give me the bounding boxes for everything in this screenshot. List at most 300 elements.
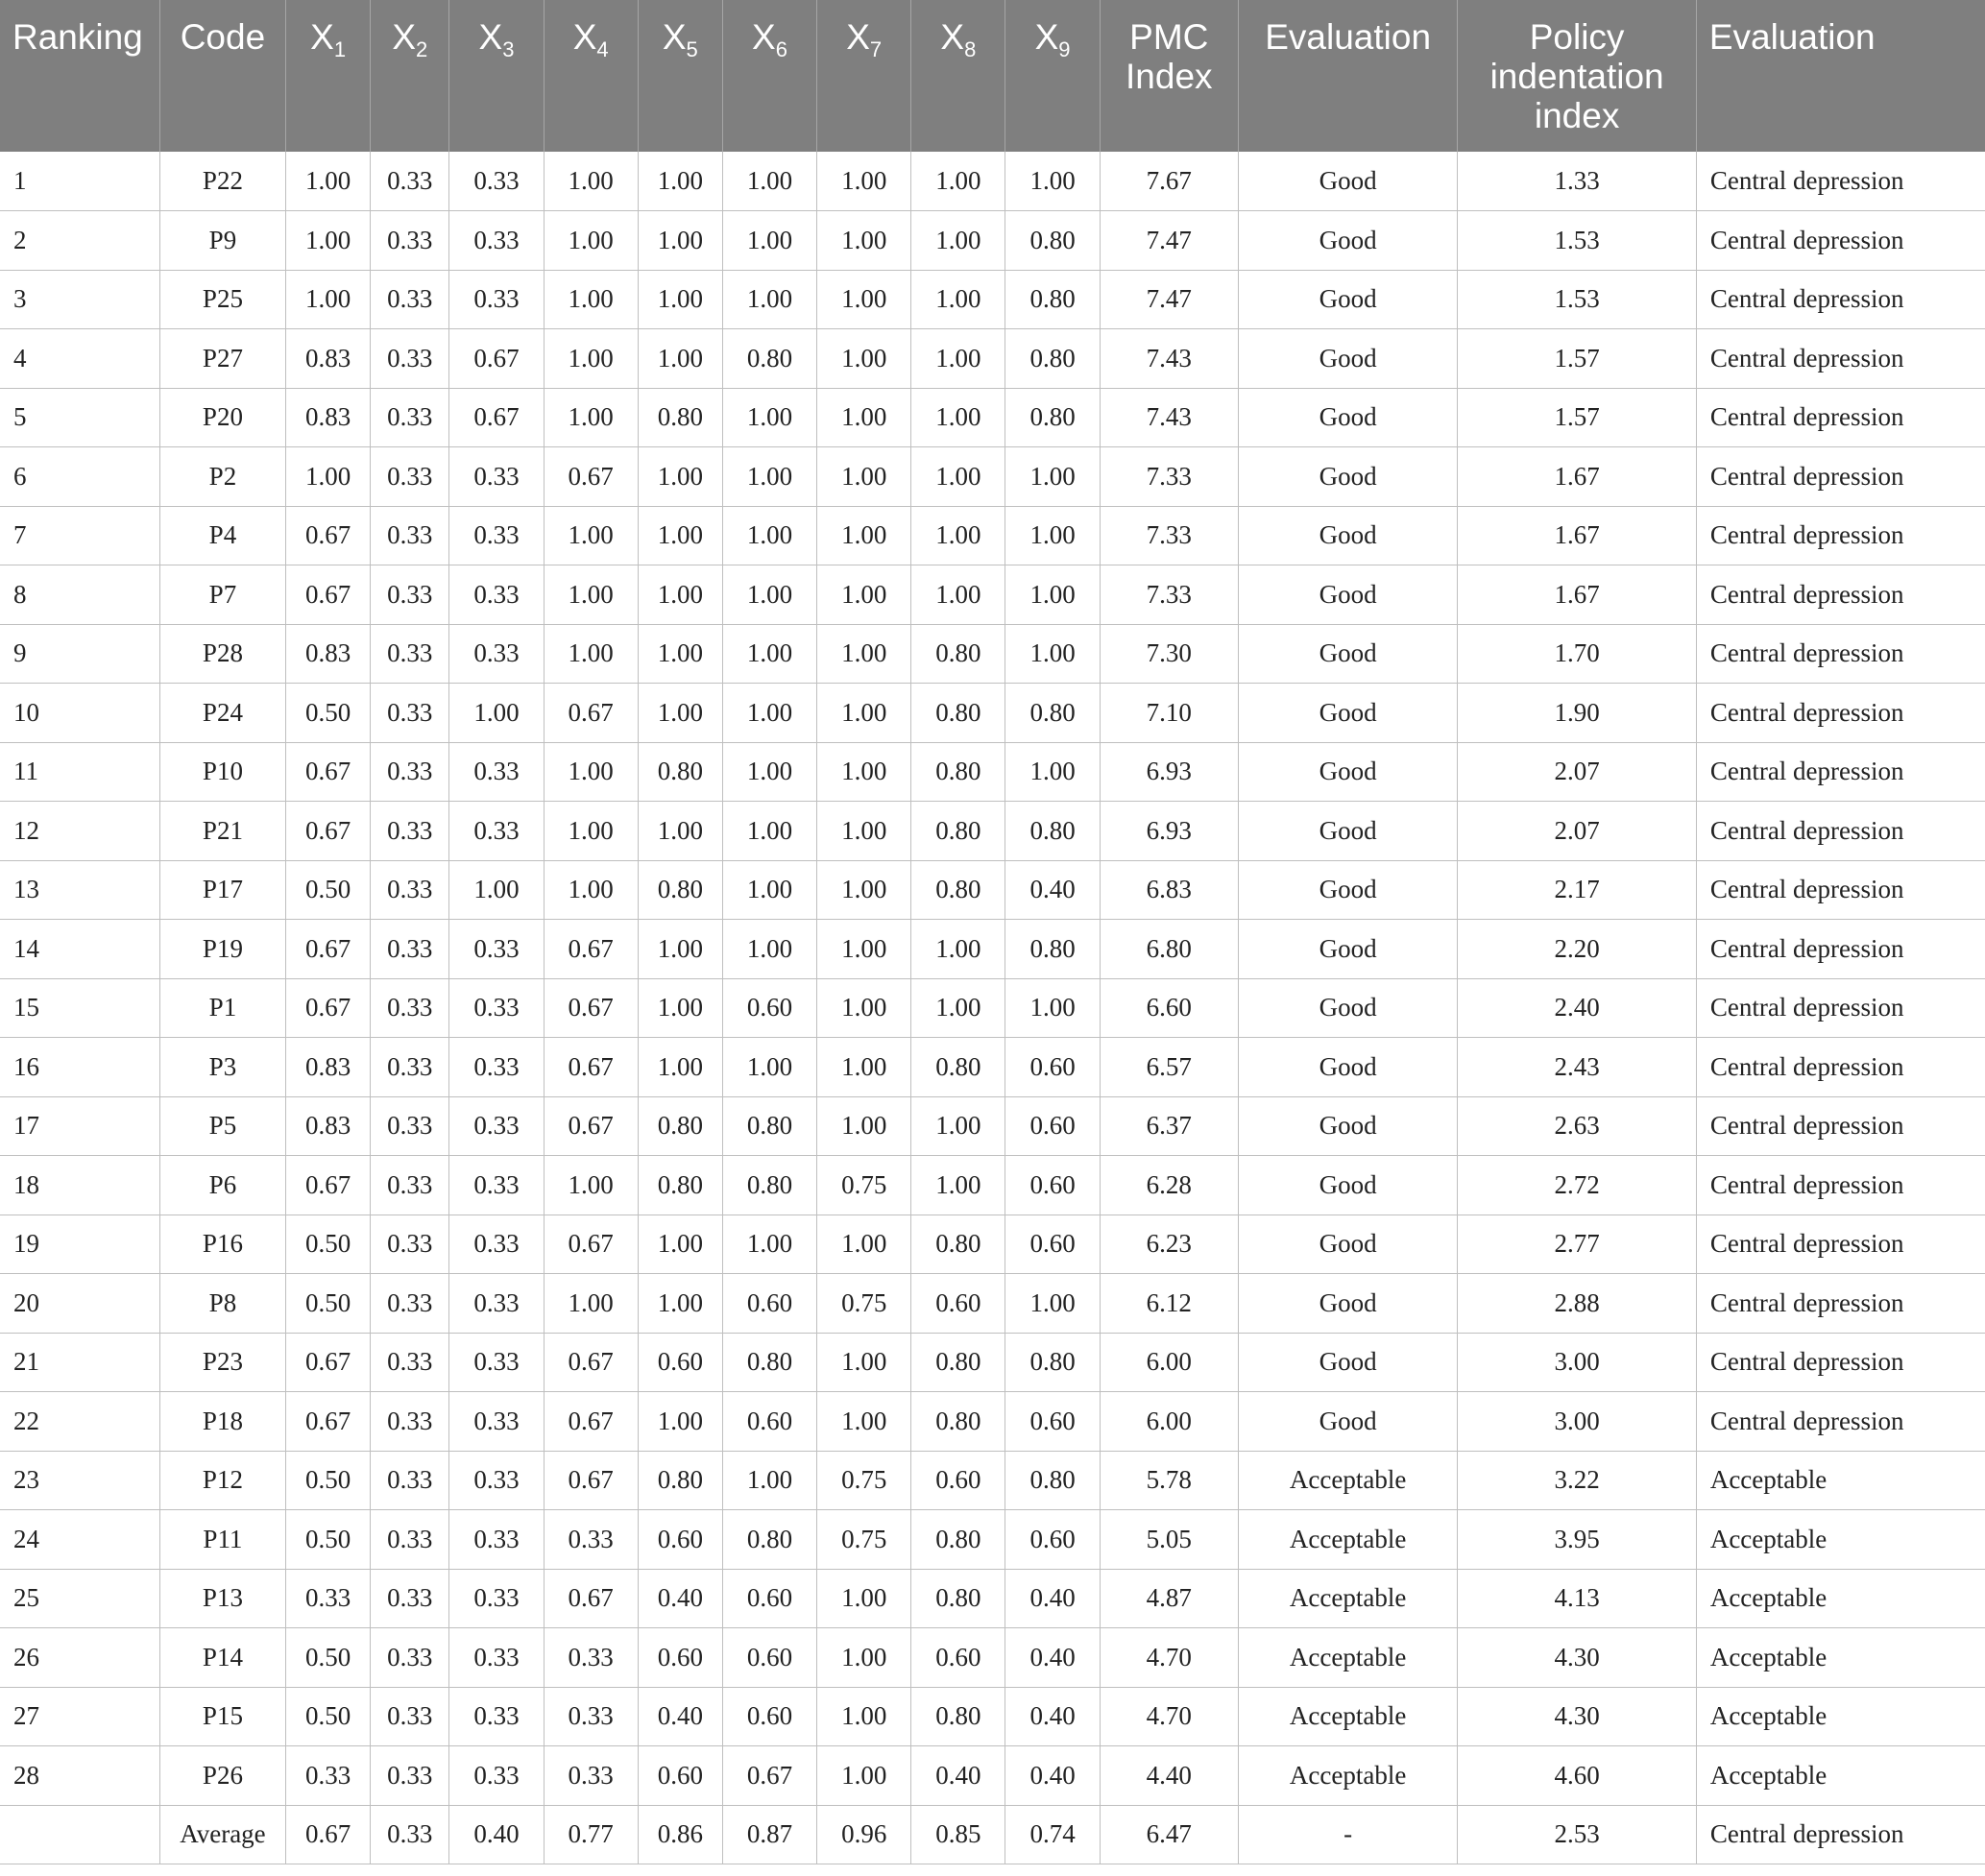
cell-code: P22 xyxy=(159,152,285,211)
cell-policy-indentation-index: 2.72 xyxy=(1458,1156,1696,1215)
cell-x7: 1.00 xyxy=(817,1746,911,1806)
cell-x9: 0.80 xyxy=(1005,329,1100,389)
cell-pmc-index: 6.00 xyxy=(1100,1392,1238,1452)
cell-x8: 0.80 xyxy=(911,1392,1005,1452)
cell-evaluation: Good xyxy=(1238,624,1457,684)
cell-evaluation-2: Acceptable xyxy=(1696,1569,1985,1628)
cell-evaluation-2: Central depression xyxy=(1696,329,1985,389)
cell-ranking xyxy=(0,1805,159,1864)
cell-x3: 0.33 xyxy=(449,506,544,565)
cell-x8: 0.85 xyxy=(911,1805,1005,1864)
cell-evaluation-2: Acceptable xyxy=(1696,1628,1985,1688)
cell-x8: 1.00 xyxy=(911,920,1005,979)
cell-x5: 0.40 xyxy=(638,1687,722,1746)
table-row xyxy=(0,624,1985,684)
cell-x7: 0.75 xyxy=(817,1156,911,1215)
cell-x4: 1.00 xyxy=(544,211,638,271)
cell-pmc-index: 4.87 xyxy=(1100,1569,1238,1628)
cell-ranking: 11 xyxy=(0,742,159,802)
header-x-sub: 6 xyxy=(775,37,787,61)
cell-ranking: 16 xyxy=(0,1038,159,1097)
table-row xyxy=(0,978,1985,1038)
table-row xyxy=(0,329,1985,389)
cell-evaluation: Acceptable xyxy=(1238,1510,1457,1570)
cell-x8: 0.80 xyxy=(911,1510,1005,1570)
cell-x7: 1.00 xyxy=(817,802,911,861)
cell-x7: 1.00 xyxy=(817,1096,911,1156)
cell-x9: 0.60 xyxy=(1005,1215,1100,1274)
cell-x5: 1.00 xyxy=(638,270,722,329)
cell-x7: 0.96 xyxy=(817,1805,911,1864)
cell-x5: 0.80 xyxy=(638,1451,722,1510)
cell-x2: 0.33 xyxy=(371,1215,449,1274)
cell-x5: 1.00 xyxy=(638,447,722,507)
cell-evaluation: Acceptable xyxy=(1238,1746,1457,1806)
cell-x9: 0.80 xyxy=(1005,684,1100,743)
cell-x5: 1.00 xyxy=(638,624,722,684)
cell-x6: 1.00 xyxy=(722,447,816,507)
cell-evaluation-2: Central depression xyxy=(1696,920,1985,979)
header-pmc-line2: Index xyxy=(1126,57,1213,96)
cell-x2: 0.33 xyxy=(371,152,449,211)
cell-x9: 0.60 xyxy=(1005,1392,1100,1452)
cell-x2: 0.33 xyxy=(371,1274,449,1334)
header-x2 xyxy=(371,0,449,152)
cell-x2: 0.33 xyxy=(371,565,449,625)
cell-x7: 1.00 xyxy=(817,506,911,565)
table-row xyxy=(0,860,1985,920)
cell-x5: 1.00 xyxy=(638,565,722,625)
table-row xyxy=(0,1451,1985,1510)
header-x-letter: X xyxy=(662,17,687,57)
table-row xyxy=(0,684,1985,743)
cell-policy-indentation-index: 3.00 xyxy=(1458,1392,1696,1452)
cell-evaluation-2: Central depression xyxy=(1696,506,1985,565)
cell-evaluation: Good xyxy=(1238,802,1457,861)
cell-x4: 0.33 xyxy=(544,1746,638,1806)
cell-x9: 0.60 xyxy=(1005,1038,1100,1097)
cell-policy-indentation-index: 1.70 xyxy=(1458,624,1696,684)
cell-policy-indentation-index: 1.90 xyxy=(1458,684,1696,743)
cell-code: P13 xyxy=(159,1569,285,1628)
cell-policy-indentation-index: 1.67 xyxy=(1458,447,1696,507)
cell-x7: 1.00 xyxy=(817,920,911,979)
cell-x1: 0.67 xyxy=(286,1156,371,1215)
cell-code: P26 xyxy=(159,1746,285,1806)
cell-policy-indentation-index: 2.88 xyxy=(1458,1274,1696,1334)
cell-pmc-index: 7.47 xyxy=(1100,211,1238,271)
header-x-sub: 8 xyxy=(964,37,977,61)
cell-policy-indentation-index: 2.07 xyxy=(1458,802,1696,861)
header-x-letter: X xyxy=(1034,17,1059,57)
cell-x5: 1.00 xyxy=(638,329,722,389)
table-row xyxy=(0,1687,1985,1746)
header-x-letter: X xyxy=(752,17,776,57)
cell-pmc-index: 6.93 xyxy=(1100,802,1238,861)
cell-x7: 1.00 xyxy=(817,1215,911,1274)
cell-code: P10 xyxy=(159,742,285,802)
cell-pmc-index: 7.33 xyxy=(1100,565,1238,625)
cell-pmc-index: 6.93 xyxy=(1100,742,1238,802)
cell-x4: 0.33 xyxy=(544,1628,638,1688)
header-pmc-line1: PMC xyxy=(1129,17,1209,57)
cell-pmc-index: 7.33 xyxy=(1100,447,1238,507)
cell-x4: 1.00 xyxy=(544,1274,638,1334)
table-row xyxy=(0,270,1985,329)
cell-x8: 1.00 xyxy=(911,1096,1005,1156)
cell-evaluation-2: Central depression xyxy=(1696,565,1985,625)
cell-x6: 1.00 xyxy=(722,565,816,625)
cell-code: P4 xyxy=(159,506,285,565)
cell-x2: 0.33 xyxy=(371,1805,449,1864)
table-row xyxy=(0,211,1985,271)
cell-evaluation: Good xyxy=(1238,506,1457,565)
cell-x8: 0.60 xyxy=(911,1628,1005,1688)
header-x-letter: X xyxy=(310,17,334,57)
cell-evaluation: Good xyxy=(1238,1333,1457,1392)
cell-evaluation-2: Central depression xyxy=(1696,1096,1985,1156)
cell-x1: 0.83 xyxy=(286,1096,371,1156)
cell-x4: 0.67 xyxy=(544,1333,638,1392)
cell-ranking: 9 xyxy=(0,624,159,684)
cell-x5: 1.00 xyxy=(638,1215,722,1274)
cell-x6: 1.00 xyxy=(722,1038,816,1097)
cell-evaluation: Good xyxy=(1238,1096,1457,1156)
cell-code: P8 xyxy=(159,1274,285,1334)
header-evaluation: Evaluation xyxy=(1238,0,1457,152)
table-row xyxy=(0,565,1985,625)
cell-x6: 1.00 xyxy=(722,742,816,802)
cell-x9: 0.40 xyxy=(1005,1569,1100,1628)
cell-x3: 0.33 xyxy=(449,152,544,211)
header-x-letter: X xyxy=(846,17,870,57)
table-row xyxy=(0,1628,1985,1688)
header-x-sub: 1 xyxy=(333,37,347,61)
cell-x6: 0.60 xyxy=(722,1274,816,1334)
cell-x7: 1.00 xyxy=(817,447,911,507)
cell-x6: 0.67 xyxy=(722,1746,816,1806)
cell-ranking: 25 xyxy=(0,1569,159,1628)
cell-x2: 0.33 xyxy=(371,684,449,743)
cell-x8: 0.80 xyxy=(911,742,1005,802)
header-pii-line3: index xyxy=(1534,96,1620,135)
table-row xyxy=(0,1156,1985,1215)
cell-code: P27 xyxy=(159,329,285,389)
cell-evaluation: Good xyxy=(1238,152,1457,211)
cell-x5: 1.00 xyxy=(638,1038,722,1097)
cell-ranking: 14 xyxy=(0,920,159,979)
cell-x6: 1.00 xyxy=(722,920,816,979)
cell-x4: 0.67 xyxy=(544,447,638,507)
table-row xyxy=(0,1038,1985,1097)
cell-x5: 0.60 xyxy=(638,1333,722,1392)
table-row xyxy=(0,1274,1985,1334)
cell-x2: 0.33 xyxy=(371,1451,449,1510)
cell-x2: 0.33 xyxy=(371,211,449,271)
cell-code: P5 xyxy=(159,1096,285,1156)
cell-x1: 0.33 xyxy=(286,1746,371,1806)
cell-evaluation-2: Central depression xyxy=(1696,1156,1985,1215)
cell-pmc-index: 7.33 xyxy=(1100,506,1238,565)
cell-x5: 1.00 xyxy=(638,978,722,1038)
cell-ranking: 7 xyxy=(0,506,159,565)
cell-ranking: 10 xyxy=(0,684,159,743)
header-x-letter: X xyxy=(940,17,965,57)
cell-x8: 0.60 xyxy=(911,1451,1005,1510)
cell-x6: 0.87 xyxy=(722,1805,816,1864)
cell-evaluation-2: Central depression xyxy=(1696,388,1985,447)
cell-x4: 1.00 xyxy=(544,860,638,920)
cell-x9: 0.60 xyxy=(1005,1156,1100,1215)
cell-x3: 0.33 xyxy=(449,1746,544,1806)
cell-policy-indentation-index: 1.33 xyxy=(1458,152,1696,211)
cell-code: P19 xyxy=(159,920,285,979)
cell-evaluation: Good xyxy=(1238,447,1457,507)
header-x-letter: X xyxy=(478,17,503,57)
cell-code: P2 xyxy=(159,447,285,507)
header-x-sub: 2 xyxy=(416,37,428,61)
cell-x3: 0.33 xyxy=(449,1038,544,1097)
cell-x7: 1.00 xyxy=(817,1628,911,1688)
cell-x5: 0.80 xyxy=(638,860,722,920)
cell-x2: 0.33 xyxy=(371,1333,449,1392)
cell-ranking: 26 xyxy=(0,1628,159,1688)
cell-x6: 1.00 xyxy=(722,388,816,447)
cell-x2: 0.33 xyxy=(371,860,449,920)
cell-x6: 1.00 xyxy=(722,152,816,211)
cell-x3: 0.33 xyxy=(449,270,544,329)
cell-ranking: 19 xyxy=(0,1215,159,1274)
cell-code: P21 xyxy=(159,802,285,861)
cell-evaluation-2: Acceptable xyxy=(1696,1746,1985,1806)
cell-x1: 1.00 xyxy=(286,447,371,507)
cell-x6: 0.80 xyxy=(722,1333,816,1392)
table-row xyxy=(0,152,1985,211)
cell-ranking: 2 xyxy=(0,211,159,271)
cell-x3: 0.33 xyxy=(449,1569,544,1628)
cell-code: P11 xyxy=(159,1510,285,1570)
cell-evaluation-2: Central depression xyxy=(1696,1333,1985,1392)
cell-x3: 0.33 xyxy=(449,1156,544,1215)
cell-x7: 0.75 xyxy=(817,1274,911,1334)
cell-x2: 0.33 xyxy=(371,802,449,861)
cell-x3: 0.33 xyxy=(449,1687,544,1746)
cell-x6: 1.00 xyxy=(722,624,816,684)
table-row xyxy=(0,1333,1985,1392)
cell-x5: 1.00 xyxy=(638,506,722,565)
cell-pmc-index: 7.30 xyxy=(1100,624,1238,684)
cell-x8: 1.00 xyxy=(911,270,1005,329)
cell-x2: 0.33 xyxy=(371,1569,449,1628)
cell-x1: 0.50 xyxy=(286,1274,371,1334)
cell-code: P3 xyxy=(159,1038,285,1097)
table-row xyxy=(0,1096,1985,1156)
cell-x6: 1.00 xyxy=(722,802,816,861)
cell-policy-indentation-index: 1.57 xyxy=(1458,388,1696,447)
cell-evaluation: Good xyxy=(1238,565,1457,625)
cell-x7: 1.00 xyxy=(817,211,911,271)
cell-x9: 0.80 xyxy=(1005,802,1100,861)
cell-pmc-index: 7.47 xyxy=(1100,270,1238,329)
cell-x7: 0.75 xyxy=(817,1451,911,1510)
cell-x8: 0.80 xyxy=(911,1038,1005,1097)
cell-policy-indentation-index: 2.40 xyxy=(1458,978,1696,1038)
cell-ranking: 6 xyxy=(0,447,159,507)
cell-evaluation: Good xyxy=(1238,329,1457,389)
cell-x4: 1.00 xyxy=(544,624,638,684)
cell-x9: 1.00 xyxy=(1005,565,1100,625)
cell-x1: 0.50 xyxy=(286,1628,371,1688)
cell-x2: 0.33 xyxy=(371,1038,449,1097)
header-x-sub: 4 xyxy=(596,37,609,61)
cell-x2: 0.33 xyxy=(371,920,449,979)
cell-x3: 0.33 xyxy=(449,624,544,684)
header-x-sub: 9 xyxy=(1058,37,1071,61)
cell-policy-indentation-index: 2.77 xyxy=(1458,1215,1696,1274)
table-row xyxy=(0,1569,1985,1628)
cell-evaluation-2: Central depression xyxy=(1696,1274,1985,1334)
cell-x4: 0.67 xyxy=(544,1569,638,1628)
cell-x1: 0.67 xyxy=(286,1392,371,1452)
cell-x1: 1.00 xyxy=(286,152,371,211)
cell-policy-indentation-index: 1.67 xyxy=(1458,506,1696,565)
cell-x7: 1.00 xyxy=(817,978,911,1038)
cell-evaluation-2: Central depression xyxy=(1696,270,1985,329)
cell-x9: 1.00 xyxy=(1005,506,1100,565)
cell-x2: 0.33 xyxy=(371,742,449,802)
cell-x2: 0.33 xyxy=(371,624,449,684)
cell-ranking: 28 xyxy=(0,1746,159,1806)
cell-ranking: 5 xyxy=(0,388,159,447)
cell-evaluation: Good xyxy=(1238,978,1457,1038)
cell-x1: 0.67 xyxy=(286,920,371,979)
cell-policy-indentation-index: 4.30 xyxy=(1458,1628,1696,1688)
cell-x9: 0.80 xyxy=(1005,270,1100,329)
cell-x5: 0.60 xyxy=(638,1746,722,1806)
cell-code: P15 xyxy=(159,1687,285,1746)
cell-x5: 1.00 xyxy=(638,211,722,271)
header-pii-line2: indentation xyxy=(1489,57,1664,96)
header-x-sub: 7 xyxy=(869,37,883,61)
cell-x3: 0.33 xyxy=(449,565,544,625)
cell-code: P24 xyxy=(159,684,285,743)
cell-evaluation-2: Central depression xyxy=(1696,211,1985,271)
cell-evaluation-2: Central depression xyxy=(1696,802,1985,861)
cell-x4: 0.67 xyxy=(544,978,638,1038)
cell-x9: 0.40 xyxy=(1005,1628,1100,1688)
cell-policy-indentation-index: 1.53 xyxy=(1458,211,1696,271)
cell-x9: 0.80 xyxy=(1005,388,1100,447)
cell-x7: 1.00 xyxy=(817,860,911,920)
header-x-sub: 3 xyxy=(502,37,515,61)
cell-policy-indentation-index: 4.30 xyxy=(1458,1687,1696,1746)
cell-x9: 1.00 xyxy=(1005,1274,1100,1334)
cell-x4: 1.00 xyxy=(544,388,638,447)
cell-x3: 0.40 xyxy=(449,1805,544,1864)
cell-pmc-index: 5.05 xyxy=(1100,1510,1238,1570)
cell-evaluation: - xyxy=(1238,1805,1457,1864)
cell-x8: 0.80 xyxy=(911,624,1005,684)
cell-pmc-index: 4.70 xyxy=(1100,1687,1238,1746)
cell-x3: 0.33 xyxy=(449,920,544,979)
cell-x6: 0.60 xyxy=(722,1569,816,1628)
cell-ranking: 15 xyxy=(0,978,159,1038)
table-row xyxy=(0,920,1985,979)
cell-x9: 0.80 xyxy=(1005,1451,1100,1510)
cell-x4: 0.77 xyxy=(544,1805,638,1864)
cell-x1: 0.67 xyxy=(286,742,371,802)
header-pii-line1: Policy xyxy=(1529,17,1625,57)
cell-policy-indentation-index: 3.00 xyxy=(1458,1333,1696,1392)
cell-x9: 0.40 xyxy=(1005,860,1100,920)
cell-x2: 0.33 xyxy=(371,978,449,1038)
cell-x8: 0.80 xyxy=(911,860,1005,920)
cell-x2: 0.33 xyxy=(371,1096,449,1156)
cell-x1: 0.50 xyxy=(286,1687,371,1746)
cell-x2: 0.33 xyxy=(371,1746,449,1806)
cell-policy-indentation-index: 1.53 xyxy=(1458,270,1696,329)
cell-code: P14 xyxy=(159,1628,285,1688)
cell-x6: 0.60 xyxy=(722,1392,816,1452)
cell-x2: 0.33 xyxy=(371,270,449,329)
cell-evaluation: Good xyxy=(1238,860,1457,920)
cell-policy-indentation-index: 2.17 xyxy=(1458,860,1696,920)
cell-pmc-index: 7.10 xyxy=(1100,684,1238,743)
cell-x8: 0.80 xyxy=(911,684,1005,743)
cell-ranking: 1 xyxy=(0,152,159,211)
cell-policy-indentation-index: 2.43 xyxy=(1458,1038,1696,1097)
cell-code: P20 xyxy=(159,388,285,447)
cell-code: P25 xyxy=(159,270,285,329)
cell-x7: 1.00 xyxy=(817,1038,911,1097)
cell-x7: 0.75 xyxy=(817,1510,911,1570)
cell-x5: 1.00 xyxy=(638,1274,722,1334)
cell-code: P23 xyxy=(159,1333,285,1392)
cell-pmc-index: 7.43 xyxy=(1100,388,1238,447)
cell-policy-indentation-index: 1.67 xyxy=(1458,565,1696,625)
cell-x1: 0.50 xyxy=(286,1215,371,1274)
cell-x2: 0.33 xyxy=(371,1510,449,1570)
cell-x3: 0.33 xyxy=(449,1392,544,1452)
cell-x4: 1.00 xyxy=(544,1156,638,1215)
cell-ranking: 17 xyxy=(0,1096,159,1156)
cell-x2: 0.33 xyxy=(371,1392,449,1452)
cell-x7: 1.00 xyxy=(817,329,911,389)
header-x4 xyxy=(544,0,638,152)
cell-x6: 1.00 xyxy=(722,1215,816,1274)
cell-x8: 1.00 xyxy=(911,152,1005,211)
cell-x8: 0.40 xyxy=(911,1746,1005,1806)
cell-policy-indentation-index: 4.13 xyxy=(1458,1569,1696,1628)
header-x-sub: 5 xyxy=(686,37,698,61)
cell-x4: 1.00 xyxy=(544,506,638,565)
cell-pmc-index: 6.57 xyxy=(1100,1038,1238,1097)
cell-x2: 0.33 xyxy=(371,329,449,389)
header-x3 xyxy=(449,0,544,152)
cell-pmc-index: 5.78 xyxy=(1100,1451,1238,1510)
cell-pmc-index: 6.47 xyxy=(1100,1805,1238,1864)
cell-x9: 0.80 xyxy=(1005,1333,1100,1392)
cell-ranking: 22 xyxy=(0,1392,159,1452)
cell-x3: 1.00 xyxy=(449,684,544,743)
cell-pmc-index: 6.60 xyxy=(1100,978,1238,1038)
table-row xyxy=(0,388,1985,447)
cell-evaluation: Good xyxy=(1238,1038,1457,1097)
cell-x4: 0.67 xyxy=(544,1215,638,1274)
cell-x4: 0.33 xyxy=(544,1510,638,1570)
cell-policy-indentation-index: 2.63 xyxy=(1458,1096,1696,1156)
cell-x4: 0.67 xyxy=(544,920,638,979)
